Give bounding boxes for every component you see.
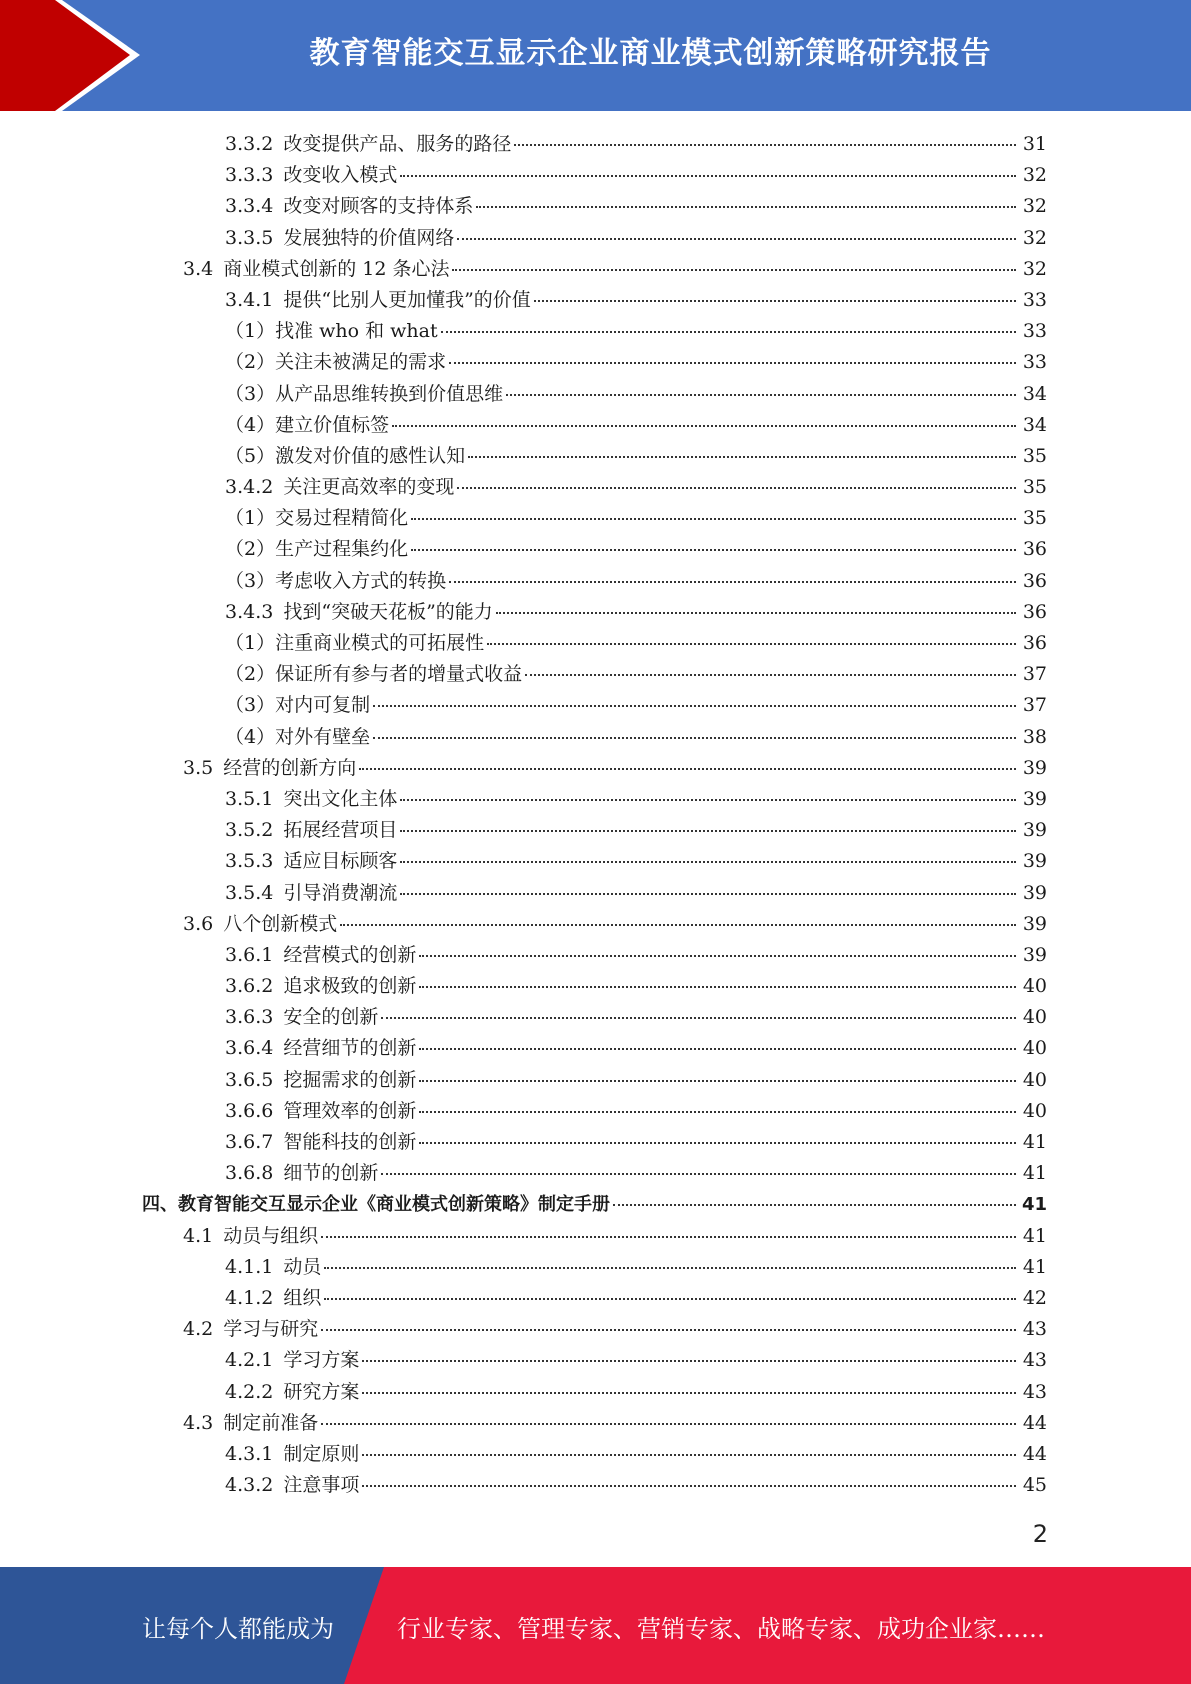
toc-entry[interactable] <box>0 1221 1191 1252</box>
toc-entry-number: 3.5.1 <box>225 787 274 810</box>
toc-entry[interactable] <box>0 254 1191 285</box>
toc-entry-number: 4.3.2 <box>225 1474 274 1497</box>
toc-entry[interactable] <box>0 223 1191 254</box>
toc-entry-title: 关注更高效率的变现 <box>283 476 455 499</box>
toc-leader-dots <box>362 1391 1016 1394</box>
toc-leader-dots <box>419 1047 1016 1050</box>
toc-entry-number: 3.6.8 <box>225 1162 274 1185</box>
toc-entry-title: 追求极致的创新 <box>283 975 417 998</box>
toc-entry-title: （3）对内可复制 <box>225 694 371 717</box>
toc-leader-dots <box>457 237 1016 240</box>
toc-entry-title: 拓展经营项目 <box>283 819 398 842</box>
toc-entry-title: 改变收入模式 <box>283 164 398 187</box>
toc-leader-dots <box>534 299 1016 302</box>
toc-entry-title: 发展独特的价值网络 <box>283 226 455 249</box>
toc-entry-page: 44 <box>1022 1442 1047 1465</box>
toc-entry-number: 3.6.6 <box>225 1099 274 1122</box>
toc-entry[interactable] <box>0 534 1191 565</box>
toc-entry-number: 4.2.2 <box>225 1380 274 1403</box>
toc-entry[interactable] <box>0 597 1191 628</box>
toc-entry[interactable] <box>0 628 1191 659</box>
toc-entry[interactable] <box>0 1439 1191 1470</box>
toc-entry-page: 42 <box>1022 1286 1047 1309</box>
toc-leader-dots <box>468 455 1016 458</box>
toc-entry-title: 细节的创新 <box>283 1162 379 1185</box>
toc-leader-dots <box>419 1079 1016 1082</box>
toc-entry-page: 45 <box>1022 1474 1047 1497</box>
toc-entry-page: 43 <box>1022 1318 1047 1341</box>
toc-leader-dots <box>411 517 1016 520</box>
toc-entry-page: 40 <box>1022 975 1047 998</box>
toc-entry-page: 38 <box>1022 725 1047 748</box>
toc-leader-dots <box>487 642 1016 645</box>
toc-entry-title: （2）生产过程集约化 <box>225 538 409 561</box>
toc-entry-title: 改变提供产品、服务的路径 <box>283 133 512 155</box>
toc-entry-number: 3.3.5 <box>225 226 274 249</box>
toc-entry-title: （2）保证所有参与者的增量式收益 <box>225 663 523 686</box>
toc-entry-page: 43 <box>1022 1349 1047 1372</box>
toc-entry[interactable] <box>0 1470 1191 1501</box>
toc-entry-page: 34 <box>1022 413 1047 436</box>
toc-leader-dots <box>362 1359 1016 1362</box>
toc-entry-page: 36 <box>1022 632 1047 654</box>
toc-entry-page: 31 <box>1022 133 1047 155</box>
toc-entry[interactable] <box>0 722 1191 753</box>
toc-entry-title: 经营细节的创新 <box>283 1037 417 1060</box>
toc-entry-page: 39 <box>1022 819 1047 842</box>
toc-entry[interactable] <box>0 160 1191 191</box>
toc-entry-title: （4）建立价值标签 <box>225 413 390 436</box>
page-footer <box>0 1567 1191 1684</box>
toc-leader-dots <box>514 143 1016 146</box>
toc-leader-dots <box>400 860 1016 863</box>
toc-entry[interactable] <box>0 784 1191 815</box>
toc-entry-number: 3.3.3 <box>225 164 274 187</box>
toc-leader-dots <box>449 361 1016 364</box>
toc-leader-dots <box>496 611 1016 614</box>
toc-entry-title: （1）注重商业模式的可拓展性 <box>225 632 485 654</box>
toc-entry-number: 3.5.4 <box>225 881 274 904</box>
toc-entry-title: 适应目标顾客 <box>283 850 398 873</box>
toc-entry-number: 3.5.2 <box>225 819 274 842</box>
toc-entry-title: 四、教育智能交互显示企业《商业模式创新策略》制定手册 <box>142 1194 610 1216</box>
toc-entry-title: 经营的创新方向 <box>223 756 357 779</box>
table-of-contents <box>0 129 1191 1501</box>
toc-entry-page: 41 <box>1022 1255 1047 1278</box>
toc-entry-page: 39 <box>1022 943 1047 966</box>
toc-entry-page: 41 <box>1022 1131 1047 1153</box>
toc-entry-title: （1）找准 who 和 what <box>225 320 438 343</box>
toc-entry-title: 八个创新模式 <box>223 912 338 935</box>
toc-entry-number: 3.4.3 <box>225 600 274 623</box>
toc-entry-title: 注意事项 <box>283 1474 360 1497</box>
toc-entry[interactable] <box>0 690 1191 721</box>
toc-entry-number: 3.6.3 <box>225 1006 274 1029</box>
toc-leader-dots <box>321 1235 1016 1238</box>
toc-leader-dots <box>525 673 1016 676</box>
toc-entry-page: 43 <box>1022 1380 1047 1403</box>
toc-entry[interactable] <box>0 503 1191 534</box>
footer-slogan-right: 行业专家、管理专家、营销专家、战略专家、成功企业家…… <box>397 1615 1045 1643</box>
toc-entry-title: 提供“比别人更加懂我”的价值 <box>283 288 531 311</box>
toc-entry-title: 智能科技的创新 <box>283 1131 417 1153</box>
header-title: 教育智能交互显示企业商业模式创新策略研究报告 <box>309 36 992 71</box>
toc-leader-dots <box>449 580 1016 583</box>
toc-entry[interactable] <box>0 1252 1191 1283</box>
toc-entry-page: 34 <box>1022 382 1047 405</box>
toc-entry-page: 41 <box>1022 1224 1047 1247</box>
toc-entry-title: （3）从产品思维转换到价值思维 <box>225 382 504 405</box>
toc-entry[interactable] <box>0 472 1191 503</box>
toc-entry-number: 3.5.3 <box>225 850 274 873</box>
toc-entry-title: （2）关注未被满足的需求 <box>225 351 447 374</box>
toc-entry-page: 41 <box>1021 1194 1047 1216</box>
toc-leader-dots <box>381 1172 1016 1175</box>
toc-entry-page: 39 <box>1022 850 1047 873</box>
toc-entry-page: 35 <box>1022 476 1047 499</box>
toc-entry[interactable] <box>0 815 1191 846</box>
toc-leader-dots <box>324 1297 1016 1300</box>
toc-leader-dots <box>392 424 1016 427</box>
toc-entry[interactable] <box>0 1002 1191 1033</box>
toc-entry-title: 学习与研究 <box>223 1318 319 1341</box>
toc-entry-title: 挖掘需求的创新 <box>283 1068 417 1091</box>
toc-entry-number: 3.3.4 <box>225 195 274 218</box>
toc-entry-number: 3.6.4 <box>225 1037 274 1060</box>
toc-entry-page: 44 <box>1022 1411 1047 1434</box>
toc-leader-dots <box>400 798 1016 801</box>
toc-leader-dots <box>324 1266 1016 1269</box>
toc-entry-number: 4.2.1 <box>225 1349 274 1372</box>
toc-entry-page: 40 <box>1022 1006 1047 1029</box>
toc-entry-number: 3.6.2 <box>225 975 274 998</box>
toc-entry-title: 研究方案 <box>283 1380 360 1403</box>
toc-entry-title: 动员与组织 <box>223 1224 319 1247</box>
toc-leader-dots <box>613 1203 1016 1206</box>
toc-entry-title: 组织 <box>283 1286 322 1309</box>
toc-leader-dots <box>321 1422 1016 1425</box>
toc-entry-page: 32 <box>1022 164 1047 187</box>
toc-entry-number: 4.1 <box>183 1224 214 1247</box>
toc-leader-dots <box>321 1328 1016 1331</box>
toc-entry[interactable] <box>0 1377 1191 1408</box>
toc-leader-dots <box>359 767 1016 770</box>
toc-entry[interactable] <box>0 878 1191 909</box>
toc-entry-title: 突出文化主体 <box>283 787 398 810</box>
toc-entry[interactable] <box>0 909 1191 940</box>
toc-leader-dots <box>419 954 1016 957</box>
toc-entry[interactable] <box>0 940 1191 971</box>
toc-entry-page: 32 <box>1022 195 1047 218</box>
toc-entry[interactable] <box>0 1127 1191 1158</box>
toc-entry[interactable] <box>0 1158 1191 1189</box>
toc-leader-dots <box>476 205 1016 208</box>
toc-entry[interactable] <box>0 379 1191 410</box>
toc-entry-page: 33 <box>1022 320 1047 343</box>
toc-entry-number: 4.1.2 <box>225 1286 274 1309</box>
toc-entry-page: 36 <box>1022 600 1047 623</box>
toc-leader-dots <box>381 1016 1016 1019</box>
toc-leader-dots <box>419 1141 1016 1144</box>
toc-entry-number: 4.3.1 <box>225 1442 274 1465</box>
toc-entry-page: 35 <box>1022 507 1047 530</box>
toc-entry[interactable] <box>0 410 1191 441</box>
toc-entry-page: 32 <box>1022 226 1047 249</box>
toc-entry-number: 4.1.1 <box>225 1255 274 1278</box>
toc-entry-number: 3.4 <box>183 257 214 280</box>
toc-entry-number: 4.2 <box>183 1318 214 1341</box>
toc-entry-page: 39 <box>1022 881 1047 904</box>
toc-entry-number: 3.6.1 <box>225 943 274 966</box>
toc-entry-page: 36 <box>1022 538 1047 561</box>
toc-leader-dots <box>362 1453 1016 1456</box>
toc-leader-dots <box>362 1484 1016 1487</box>
toc-entry-number: 3.5 <box>183 756 214 779</box>
toc-entry-title: （4）对外有壁垒 <box>225 725 371 748</box>
page-number: 2 <box>1032 1520 1048 1548</box>
toc-entry-page: 39 <box>1022 756 1047 779</box>
page-header <box>0 0 1191 111</box>
toc-leader-dots <box>419 985 1016 988</box>
toc-leader-dots <box>457 486 1016 489</box>
toc-entry-title: 商业模式创新的 12 条心法 <box>223 257 450 280</box>
toc-entry[interactable] <box>0 1189 1191 1220</box>
toc-entry-number: 3.6.7 <box>225 1131 274 1153</box>
toc-entry[interactable] <box>0 316 1191 347</box>
toc-entry[interactable] <box>0 129 1191 160</box>
toc-entry-number: 4.3 <box>183 1411 214 1434</box>
toc-entry[interactable] <box>0 1345 1191 1376</box>
toc-entry-title: 学习方案 <box>283 1349 360 1372</box>
toc-entry-page: 37 <box>1022 663 1047 686</box>
footer-slogan-left: 让每个人都能成为 <box>142 1615 334 1643</box>
toc-entry-title: 制定前准备 <box>223 1411 319 1434</box>
toc-entry-title: 动员 <box>283 1255 322 1278</box>
toc-entry-page: 40 <box>1022 1068 1047 1091</box>
toc-entry[interactable] <box>0 566 1191 597</box>
toc-entry[interactable] <box>0 1096 1191 1127</box>
toc-leader-dots <box>340 923 1016 926</box>
toc-entry[interactable] <box>0 753 1191 784</box>
toc-leader-dots <box>506 393 1016 396</box>
toc-entry[interactable] <box>0 1283 1191 1314</box>
toc-leader-dots <box>373 704 1016 707</box>
toc-entry[interactable] <box>0 1408 1191 1439</box>
toc-entry[interactable] <box>0 191 1191 222</box>
toc-leader-dots <box>400 892 1016 895</box>
toc-entry-page: 33 <box>1022 351 1047 374</box>
toc-entry-title: 改变对顾客的支持体系 <box>283 195 474 218</box>
toc-entry-page: 35 <box>1022 444 1047 467</box>
toc-entry-number: 3.3.2 <box>225 133 274 155</box>
toc-entry-page: 36 <box>1022 569 1047 592</box>
toc-entry-page: 40 <box>1022 1037 1047 1060</box>
toc-leader-dots <box>419 1110 1016 1113</box>
toc-entry[interactable] <box>0 285 1191 316</box>
toc-entry-page: 40 <box>1022 1099 1047 1122</box>
toc-entry[interactable] <box>0 1314 1191 1345</box>
toc-entry[interactable] <box>0 1033 1191 1064</box>
toc-entry-number: 3.6.5 <box>225 1068 274 1091</box>
toc-entry-title: 制定原则 <box>283 1442 360 1465</box>
toc-entry-title: （3）考虑收入方式的转换 <box>225 569 447 592</box>
toc-leader-dots <box>400 174 1016 177</box>
toc-leader-dots <box>400 829 1016 832</box>
toc-entry[interactable] <box>0 846 1191 877</box>
toc-entry-title: （1）交易过程精简化 <box>225 507 409 530</box>
toc-entry-number: 3.4.1 <box>225 288 274 311</box>
toc-entry-number: 3.4.2 <box>225 476 274 499</box>
toc-entry-page: 33 <box>1022 288 1047 311</box>
toc-entry-page: 32 <box>1022 257 1047 280</box>
toc-entry-page: 39 <box>1022 787 1047 810</box>
toc-leader-dots <box>411 548 1016 551</box>
toc-entry-title: 经营模式的创新 <box>283 943 417 966</box>
toc-leader-dots <box>441 330 1016 333</box>
toc-entry-title: 管理效率的创新 <box>283 1099 417 1122</box>
toc-entry-title: （5）激发对价值的感性认知 <box>225 444 466 467</box>
toc-leader-dots <box>373 736 1016 739</box>
toc-entry-page: 37 <box>1022 694 1047 717</box>
header-arrow-decoration <box>0 0 160 111</box>
toc-entry[interactable] <box>0 347 1191 378</box>
toc-entry-title: 安全的创新 <box>283 1006 379 1029</box>
toc-entry[interactable] <box>0 1065 1191 1096</box>
toc-entry[interactable] <box>0 971 1191 1002</box>
toc-entry-number: 3.6 <box>183 912 214 935</box>
toc-leader-dots <box>452 268 1016 271</box>
toc-entry[interactable] <box>0 659 1191 690</box>
toc-entry-page: 41 <box>1022 1162 1047 1185</box>
toc-entry-title: 找到“突破天花板”的能力 <box>283 600 493 623</box>
toc-entry-title: 引导消费潮流 <box>283 881 398 904</box>
toc-entry[interactable] <box>0 441 1191 472</box>
toc-entry-page: 39 <box>1022 912 1047 935</box>
